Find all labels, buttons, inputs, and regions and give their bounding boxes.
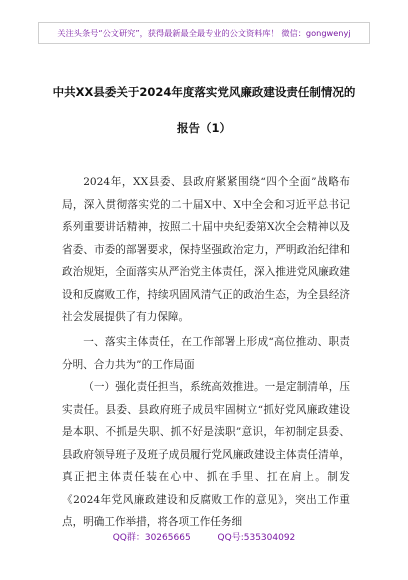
footer-contact	[0, 530, 408, 543]
document-title-line1: 中共XX县委关于2024年度落实党风廉政建设责任制情况的	[52, 85, 356, 99]
subsection-paragraph-1: （一）强化责任担当，系统高效推进。一是定制清单，压实责任。县委、县政府班子成员牢固树立“抓好党风廉政建设是本职、不抓是失职、抓不好是渎职”意识，年初制定县委、县政府领导班子及班子成员履行党风廉政建设主体责任清单，真正把主体责任装在心中、抓在手里、扛在肩上。制发《2024年党风廉政建设和反腐败工作的意见》，突出工作重点，明确工作举措，将各项工作任务细	[62, 381, 350, 528]
footer-qq-group: QQ群：30265665	[112, 533, 191, 543]
intro-paragraph: 2024年，XX县委、县政府紧紧围绕“四个全面”战略布局，深入贯彻落实党的二十届X中、X中全会和习近平总书记系列重要讲话精神，按照二十届中央纪委第X次全会精神以及省委、市委的部署要求，保持坚强政治定力，严明政治纪律和政治规矩，全面落实从严治党主体责任，深入推进党风廉政建设和反腐败工作，持续巩固风清气正的政治生态，为全县经济社会发展提供了有力保障。	[62, 176, 350, 323]
promo-banner: 关注头条号“公文研究”，获得最新最全最专业的公文资料库！ 微信：gongwenyj	[38, 22, 370, 44]
document-title-line2: 报告（1）	[176, 121, 231, 135]
footer-qq-number: QQ号:535304092	[217, 533, 296, 543]
section-heading-1: 一、落实主体责任，在工作部署上形成“高位推动、职责分明、合力共为”的工作局面	[62, 336, 350, 371]
